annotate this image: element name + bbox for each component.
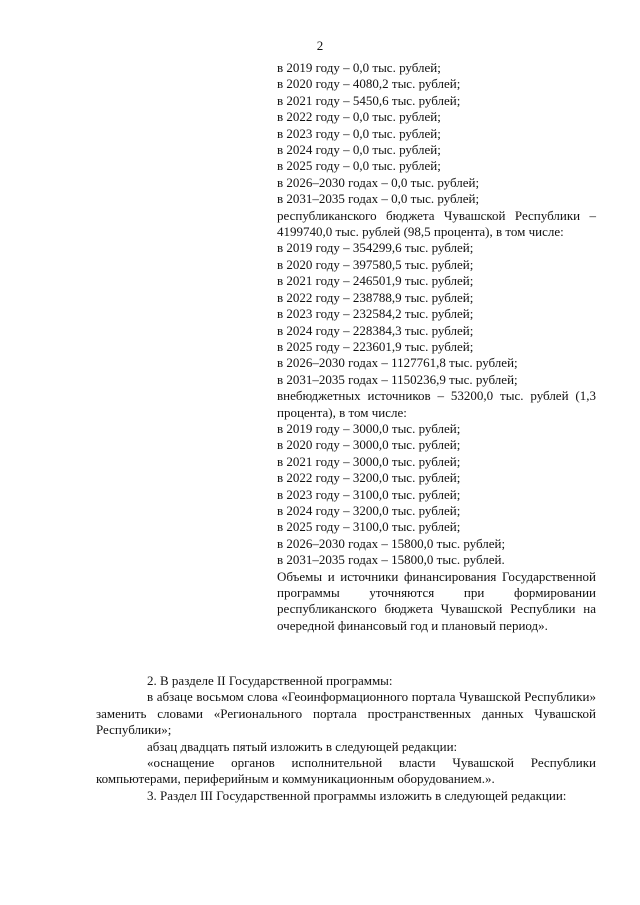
financing-line: в 2021 году – 5450,6 тыс. рублей; [277, 92, 461, 108]
financing-note: Объемы и источники финансирования Государственной программы уточняются при формировании республиканского бюджета Чувашской Республики на очередной финансовый год и плановый период». [277, 568, 596, 633]
financing-list [277, 60, 596, 634]
republican-budget-heading: республиканского бюджета Чувашской Республики – 4199740,0 тыс. рублей (98,5 процента), в том числе: [277, 207, 596, 240]
financing-line: в 2031–2035 годах – 0,0 тыс. рублей; [277, 191, 480, 207]
financing-line: в 2020 году – 4080,2 тыс. рублей; [277, 76, 461, 92]
amendment-text [96, 673, 596, 804]
financing-line: в 2023 году – 0,0 тыс. рублей; [277, 125, 441, 141]
paragraph: «оснащение органов исполнительной власти Чувашской Республики компьютерами, периферийным и коммуникационным оборудованием.». [96, 755, 596, 787]
financing-line: в 2023 году – 232584,2 тыс. рублей; [277, 306, 474, 322]
financing-line: в 2024 году – 3200,0 тыс. рублей; [277, 502, 461, 518]
financing-line: в 2026–2030 годах – 1127761,8 тыс. рублей; [277, 355, 518, 371]
paragraph: 3. Раздел III Государственной программы изложить в следующей редакции: [147, 787, 567, 803]
financing-line: в 2026–2030 годах – 0,0 тыс. рублей; [277, 174, 480, 190]
financing-line: в 2023 году – 3100,0 тыс. рублей; [277, 486, 461, 502]
financing-line: в 2021 году – 3000,0 тыс. рублей; [277, 453, 461, 469]
financing-line: в 2022 году – 0,0 тыс. рублей; [277, 109, 441, 125]
paragraph: абзац двадцать пятый изложить в следующей редакции: [147, 738, 458, 754]
page-number: 2 [316, 38, 324, 53]
financing-line: в 2026–2030 годах – 15800,0 тыс. рублей; [277, 535, 506, 551]
financing-line: в 2022 году – 238788,9 тыс. рублей; [277, 289, 474, 305]
financing-line: в 2031–2035 годах – 1150236,9 тыс. рублей; [277, 371, 518, 387]
financing-line: в 2019 году – 3000,0 тыс. рублей; [277, 420, 461, 436]
extrabudgetary-heading: внебюджетных источников – 53200,0 тыс. рублей (1,3 процента), в том числе: [277, 388, 596, 420]
paragraph: в абзаце восьмом слова «Геоинформационного портала Чувашской Республики» заменить словами «Регионального портала пространственных данных Чувашской Республики»; [96, 689, 596, 738]
financing-line: в 2020 году – 3000,0 тыс. рублей; [277, 437, 461, 453]
financing-line: в 2024 году – 228384,3 тыс. рублей; [277, 322, 474, 338]
financing-line: в 2021 году – 246501,9 тыс. рублей; [277, 273, 474, 289]
financing-line: в 2019 году – 0,0 тыс. рублей; [277, 60, 441, 75]
financing-line: в 2019 году – 354299,6 тыс. рублей; [277, 240, 474, 256]
paragraph: 2. В разделе II Государственной программы: [147, 673, 393, 688]
financing-line: в 2022 году – 3200,0 тыс. рублей; [277, 470, 461, 486]
financing-line: в 2031–2035 годах – 15800,0 тыс. рублей. [277, 552, 505, 568]
financing-line: в 2025 году – 0,0 тыс. рублей; [277, 158, 441, 174]
financing-line: в 2024 году – 0,0 тыс. рублей; [277, 142, 441, 158]
financing-line: в 2020 году – 397580,5 тыс. рублей; [277, 256, 474, 272]
financing-line: в 2025 году – 223601,9 тыс. рублей; [277, 338, 474, 354]
financing-line: в 2025 году – 3100,0 тыс. рублей; [277, 519, 461, 535]
